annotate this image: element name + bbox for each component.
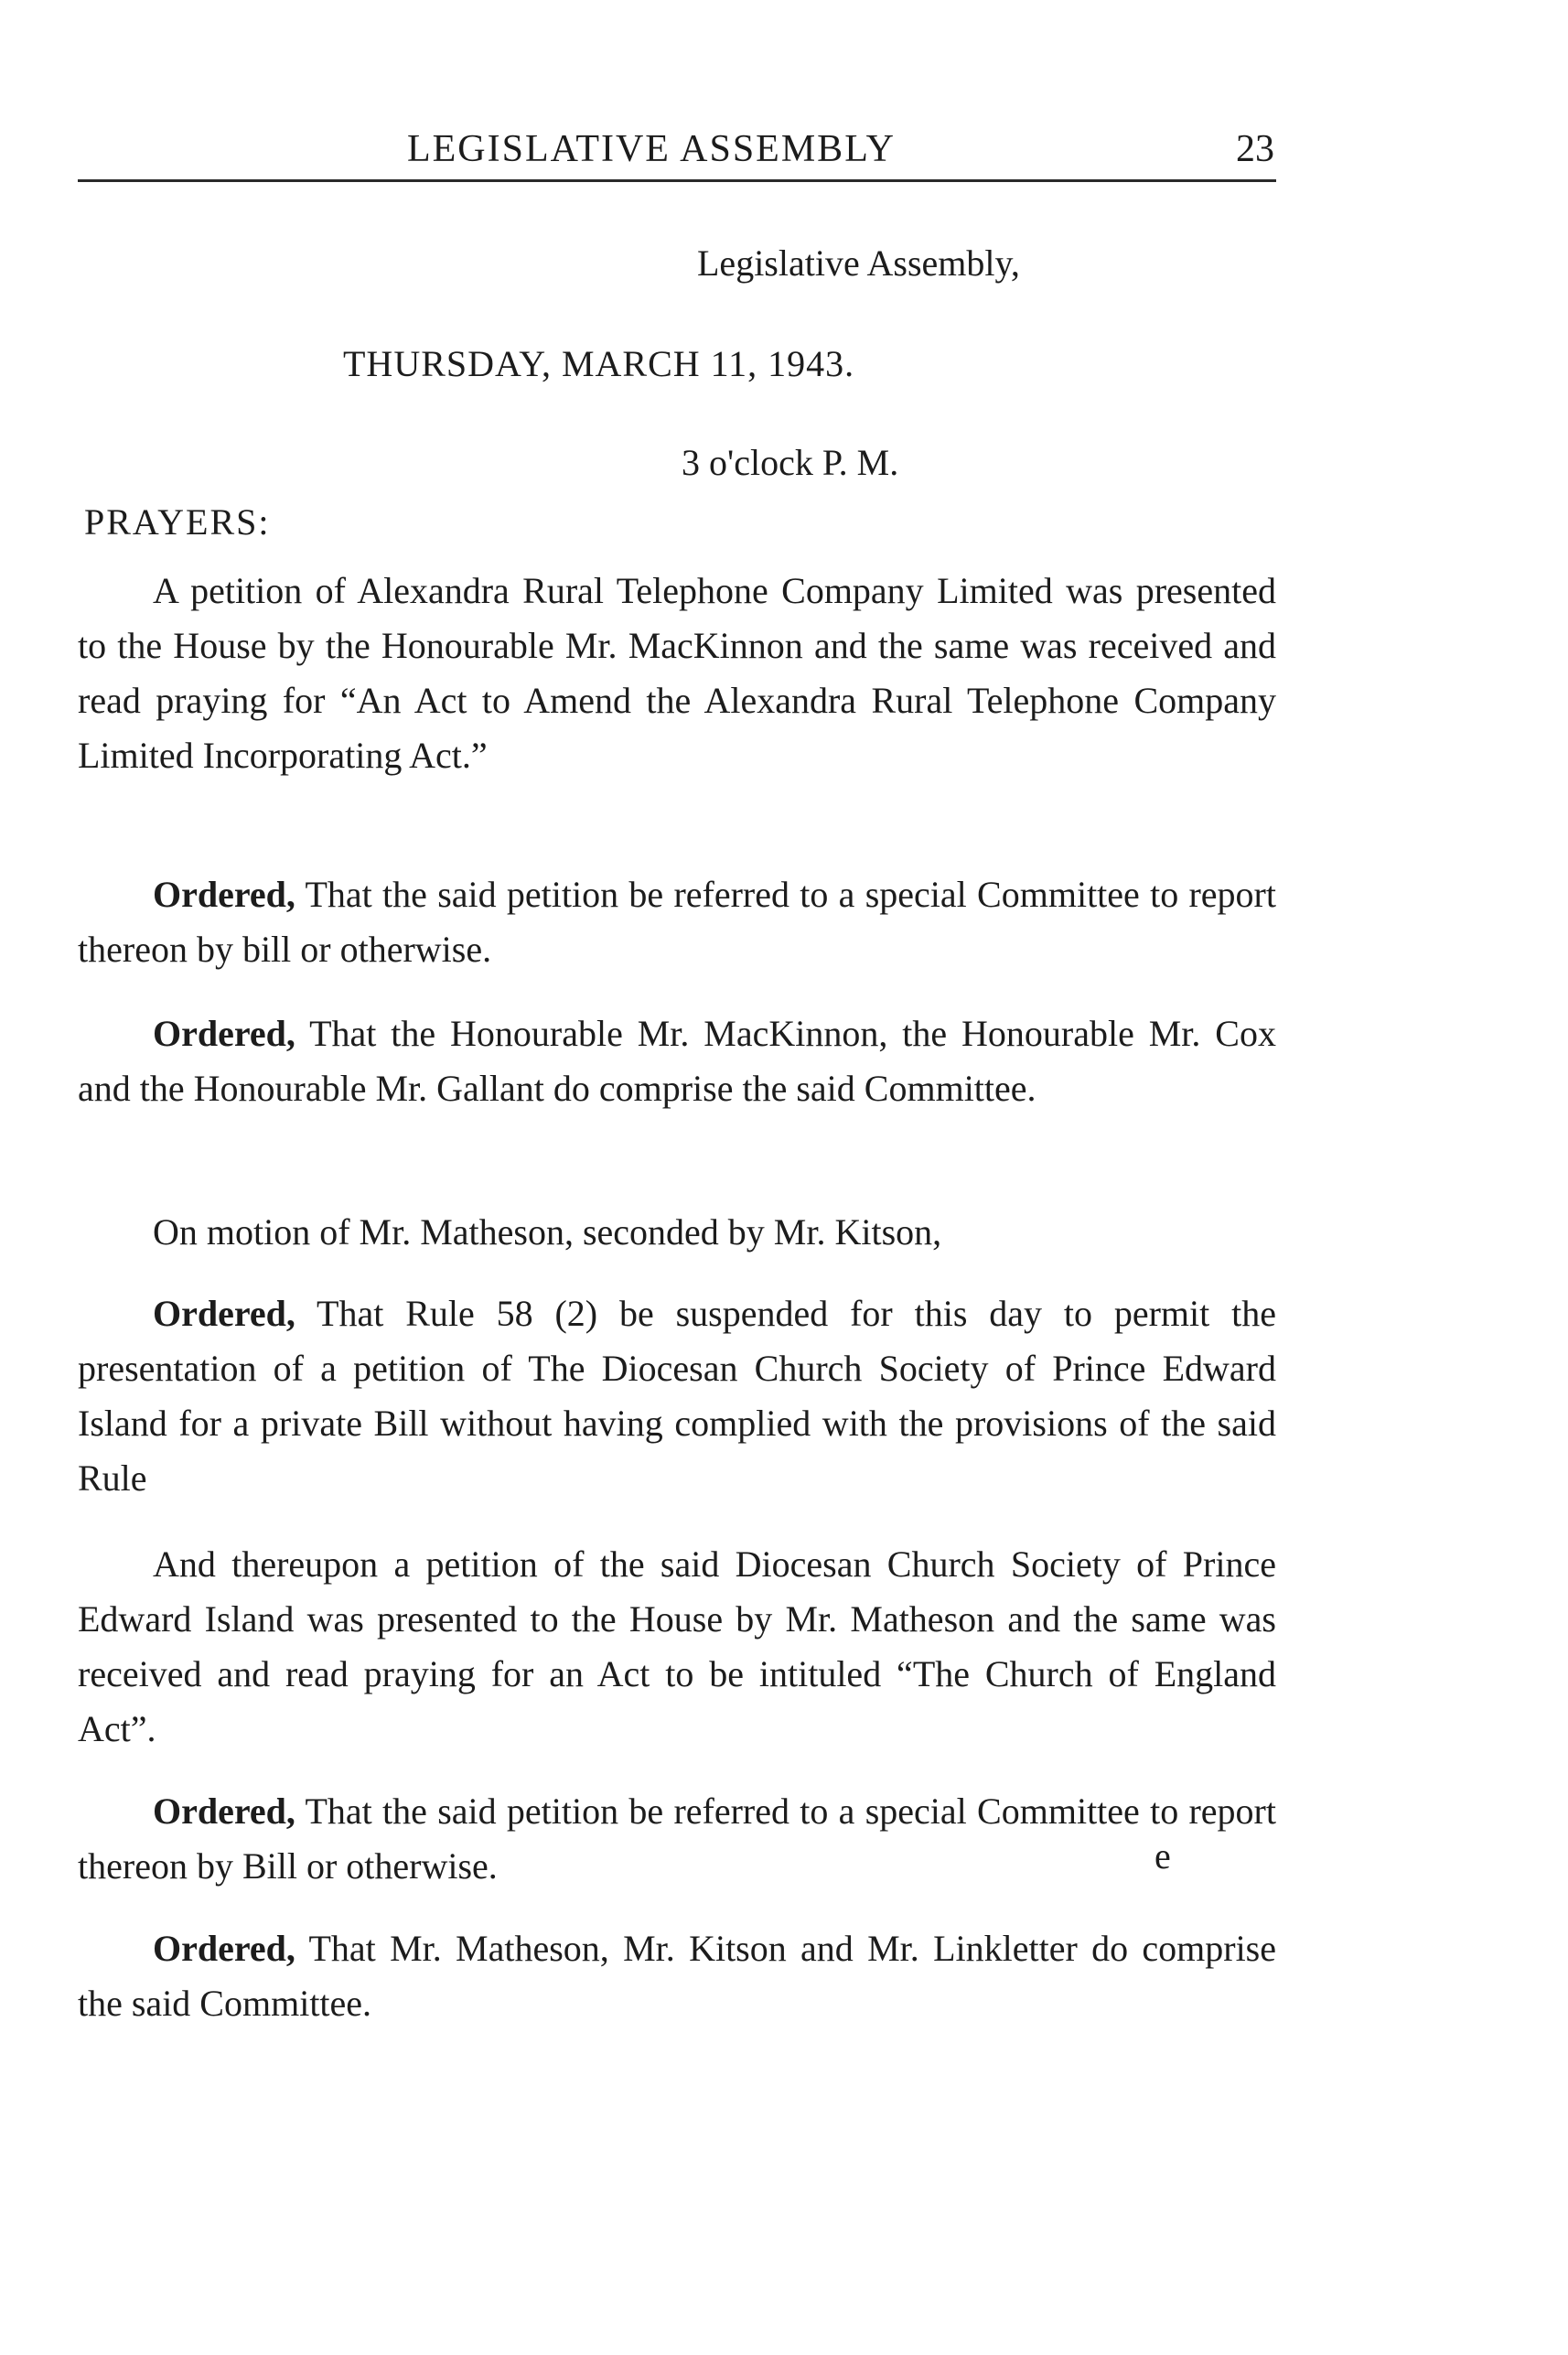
paragraph-order-committee-members (78, 1006, 1276, 1116)
paragraph-order-refer-committee (78, 867, 1276, 977)
prayers-heading: PRAYERS: (84, 501, 271, 543)
stray-mark: e (1155, 1835, 1171, 1876)
assembly-line: Legislative Assembly, (697, 242, 1020, 284)
paragraph-lead: Ordered, (153, 1790, 295, 1832)
paragraph-lead: Ordered, (153, 1928, 295, 1969)
page-number: 23 (1236, 128, 1274, 170)
header-rule (78, 179, 1276, 182)
paragraph-lead: Ordered, (153, 1013, 295, 1054)
page-header (78, 117, 1274, 181)
paragraph-text: That Mr. Matheson, Mr. Kitson and Mr. Linkletter do comprise the said Committee. (78, 1928, 1276, 2024)
paragraph-order-committee-members-2 (78, 1921, 1276, 2031)
paragraph-order-rule-suspended (78, 1286, 1276, 1506)
paragraph-text: A petition of Alexandra Rural Telephone Company Limited was presented to the House by the Honourable Mr. MacKinnon and the same was received and read praying for “An Act to Amend the Alexandra Rural Telephone Company Limited Incorporating Act.” (78, 570, 1276, 776)
running-title: LEGISLATIVE ASSEMBLY (407, 128, 896, 170)
paragraph-text: That the said petition be referred to a special Committee to report thereon by bill or otherwise. (78, 874, 1276, 970)
paragraph-petition-alexandra (78, 564, 1276, 783)
paragraph-text: And thereupon a petition of the said Diocesan Church Society of Prince Edward Island was presented to the House by Mr. Matheson and the same was received and read praying for an Act to be intituled “The Church of England Act”. (78, 1543, 1276, 1749)
paragraph-order-refer-committee-2 (78, 1784, 1276, 1894)
paragraph-text: On motion of Mr. Matheson, seconded by Mr. Kitson, (153, 1211, 942, 1253)
paragraph-lead: Ordered, (153, 874, 295, 915)
paragraph-text: That Rule 58 (2) be suspended for this day to permit the presentation of a petition of The Diocesan Church Society of Prince Edward Island for a private Bill without having complied with the provisions of the said Rule (78, 1293, 1276, 1499)
paragraph-petition-diocesan (78, 1537, 1276, 1757)
paragraph-text: That the Honourable Mr. MacKinnon, the Honourable Mr. Cox and the Honourable Mr. Gallant do comprise the said Committee. (78, 1013, 1276, 1109)
sitting-time: 3 o'clock P. M. (682, 442, 899, 483)
paragraph-lead: Ordered, (153, 1293, 295, 1334)
paragraph-text: That the said petition be referred to a special Committee to report thereon by Bill or otherwise. (78, 1790, 1276, 1887)
paragraph-motion (78, 1205, 1276, 1260)
sitting-date: THURSDAY, MARCH 11, 1943. (343, 343, 855, 384)
